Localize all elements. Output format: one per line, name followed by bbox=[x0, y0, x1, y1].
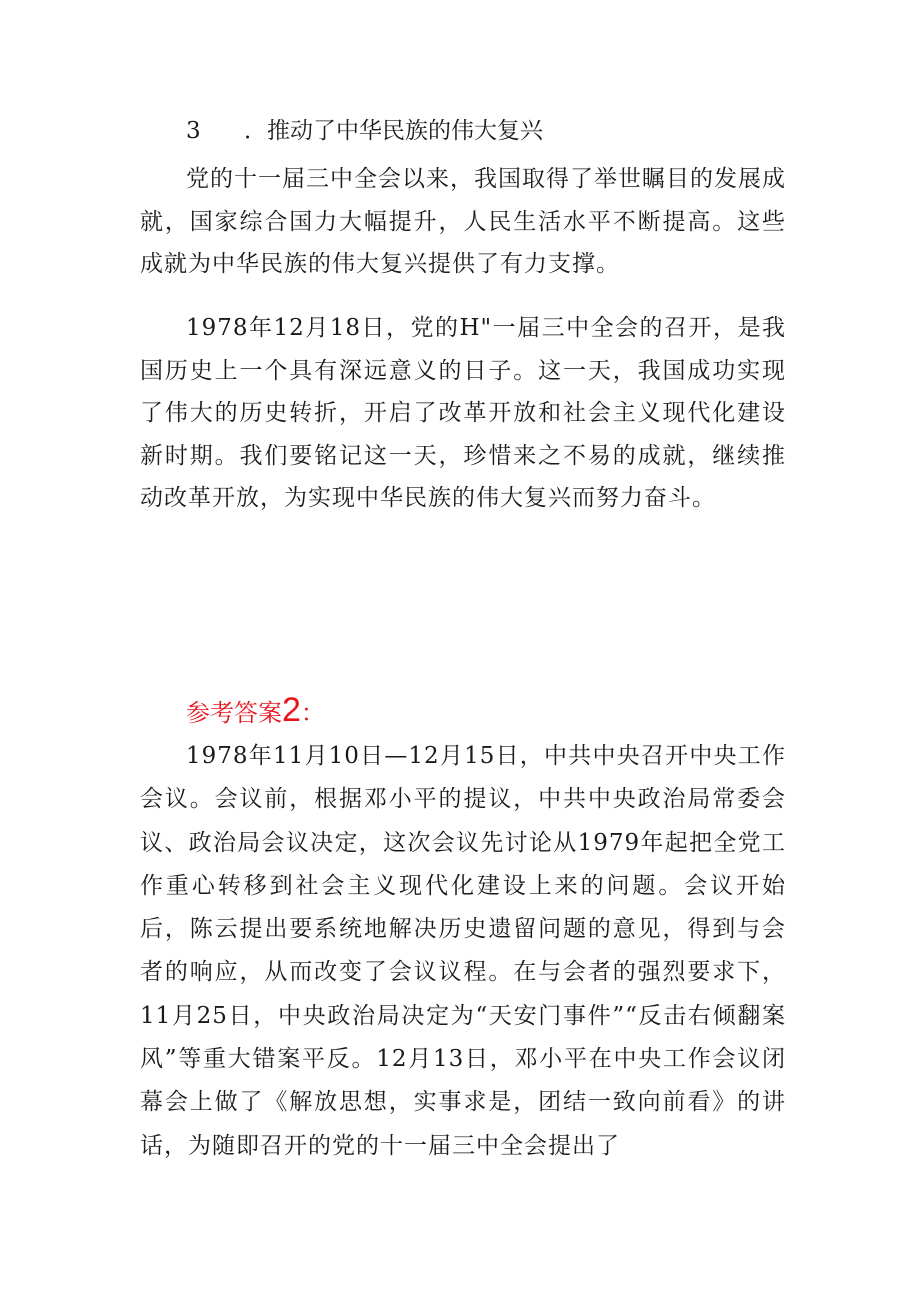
section-heading bbox=[186, 116, 543, 146]
answer-label: 参考答案 bbox=[186, 699, 282, 727]
paragraph-answer-body: 1978年11月10日—12月15日，中共中央召开中央工作会议。会议前，根据邓小平的提议，中共中央政治局常委会议、政治局会议决定，这次会议先讨论从1979年起把全党工作重心转移到社会主义现代化建设上来的问题。会议开始后，陈云提出要系统地解决历史遗留问题的意见，得到与会者的响应，从而改变了会议议程。在与会者的强烈要求下，11月25日，中央政治局决定为“天安门事件”“反击右倾翻案风”等重大错案平反。12月13日，邓小平在中央工作会议闭幕会上做了《解放思想，实事求是，团结一致向前看》的讲话，为随即召开的党的十一届三中全会提出了 bbox=[140, 743, 786, 1159]
reference-answer-heading bbox=[186, 690, 325, 733]
section-number: 3 bbox=[186, 118, 201, 144]
answer-number: 2 bbox=[282, 691, 301, 729]
paragraph-historic-day: 1978年12月18日，党的H"一届三中全会的召开，是我国历史上一个具有深远意义的日子。这一天，我国成功实现了伟大的历史转折，开启了改革开放和社会主义现代化建设新时期。我们要铭记这一天，珍惜来之不易的成就，继续推动改革开放，为实现中华民族的伟大复兴而努力奋斗。 bbox=[140, 315, 786, 511]
paragraph-achievements: 党的十一届三中全会以来，我国取得了举世瞩目的发展成就，国家综合国力大幅提升，人民生活水平不断提高。这些成就为中华民族的伟大复兴提供了有力支撑。 bbox=[140, 166, 786, 277]
answer-colon: ： bbox=[300, 699, 325, 727]
section-title: ．推动了中华民族的伟大复兴 bbox=[244, 118, 543, 144]
